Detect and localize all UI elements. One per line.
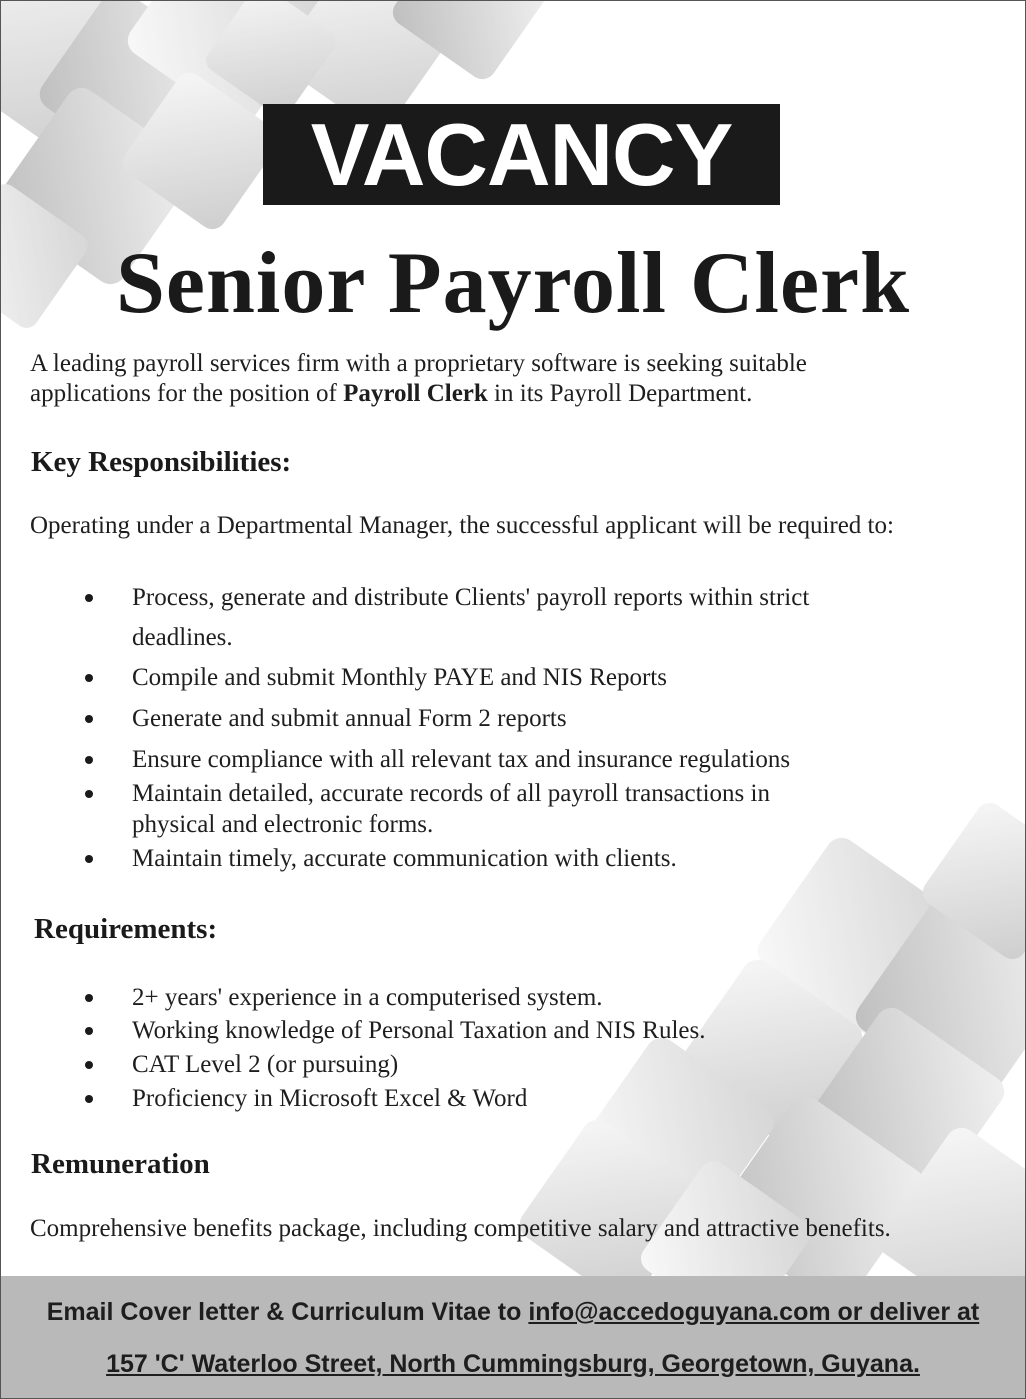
list-item-text: Maintain timely, accurate communication with clients. xyxy=(132,845,677,872)
bullet-icon xyxy=(85,594,93,602)
list-item-text: CAT Level 2 (or pursuing) xyxy=(132,1051,399,1078)
footer-line-1 xyxy=(1,1296,1025,1328)
responsibilities-lead: Operating under a Departmental Manager, the successful applicant will be required to: xyxy=(30,512,894,539)
intro-line-1: A leading payroll services firm with a proprietary software is seeking suitable xyxy=(30,350,807,377)
bullet-icon xyxy=(85,855,93,863)
remuneration-text: Comprehensive benefits package, including competitive salary and attractive benefits. xyxy=(30,1215,891,1242)
bullet-icon xyxy=(85,994,93,1002)
list-item-text: Generate and submit annual Form 2 reports xyxy=(132,705,567,732)
bullet-icon xyxy=(85,1027,93,1035)
bullet-icon xyxy=(85,1095,93,1103)
bullet-icon xyxy=(85,715,93,723)
bullet-icon xyxy=(85,674,93,682)
responsibilities-heading: Key Responsibilities: xyxy=(31,446,292,478)
intro-text: applications for the position of xyxy=(30,380,344,407)
requirements-heading: Requirements: xyxy=(34,913,218,945)
bullet-icon xyxy=(85,1061,93,1069)
list-item-text: 2+ years' experience in a computerised system. xyxy=(132,984,603,1011)
list-item-text: deadlines. xyxy=(132,624,233,651)
intro-paragraph xyxy=(30,349,1010,409)
contact-footer xyxy=(1,1276,1025,1398)
list-item-text: Compile and submit Monthly PAYE and NIS Reports xyxy=(132,664,667,691)
bullet-icon xyxy=(85,756,93,764)
bullet-icon xyxy=(85,790,93,798)
list-item-text: Proficiency in Microsoft Excel & Word xyxy=(132,1085,528,1112)
list-item-text: Process, generate and distribute Clients' payroll reports within strict xyxy=(132,584,810,611)
intro-text-end: in its Payroll Department. xyxy=(487,380,753,407)
position-name: Payroll Clerk xyxy=(343,380,488,407)
vacancy-banner: VACANCY xyxy=(263,104,780,205)
list-item-text: Working knowledge of Personal Taxation and NIS Rules. xyxy=(132,1017,706,1044)
footer-instruction: Email Cover letter & Curriculum Vitae to xyxy=(46,1298,529,1326)
list-item-text: physical and electronic forms. xyxy=(132,811,434,838)
address-text: 157 'C' Waterloo Street, North Cummingsburg, Georgetown, Guyana. xyxy=(106,1350,920,1378)
job-title: Senior Payroll Clerk xyxy=(115,235,911,332)
email-link[interactable]: info@accedoguyana.com or deliver at xyxy=(528,1298,980,1326)
list-item-text: Maintain detailed, accurate records of all payroll transactions in xyxy=(132,780,770,807)
remuneration-heading: Remuneration xyxy=(31,1148,210,1180)
list-item-text: Ensure compliance with all relevant tax and insurance regulations xyxy=(132,746,791,773)
intro-line-2 xyxy=(30,379,1010,409)
